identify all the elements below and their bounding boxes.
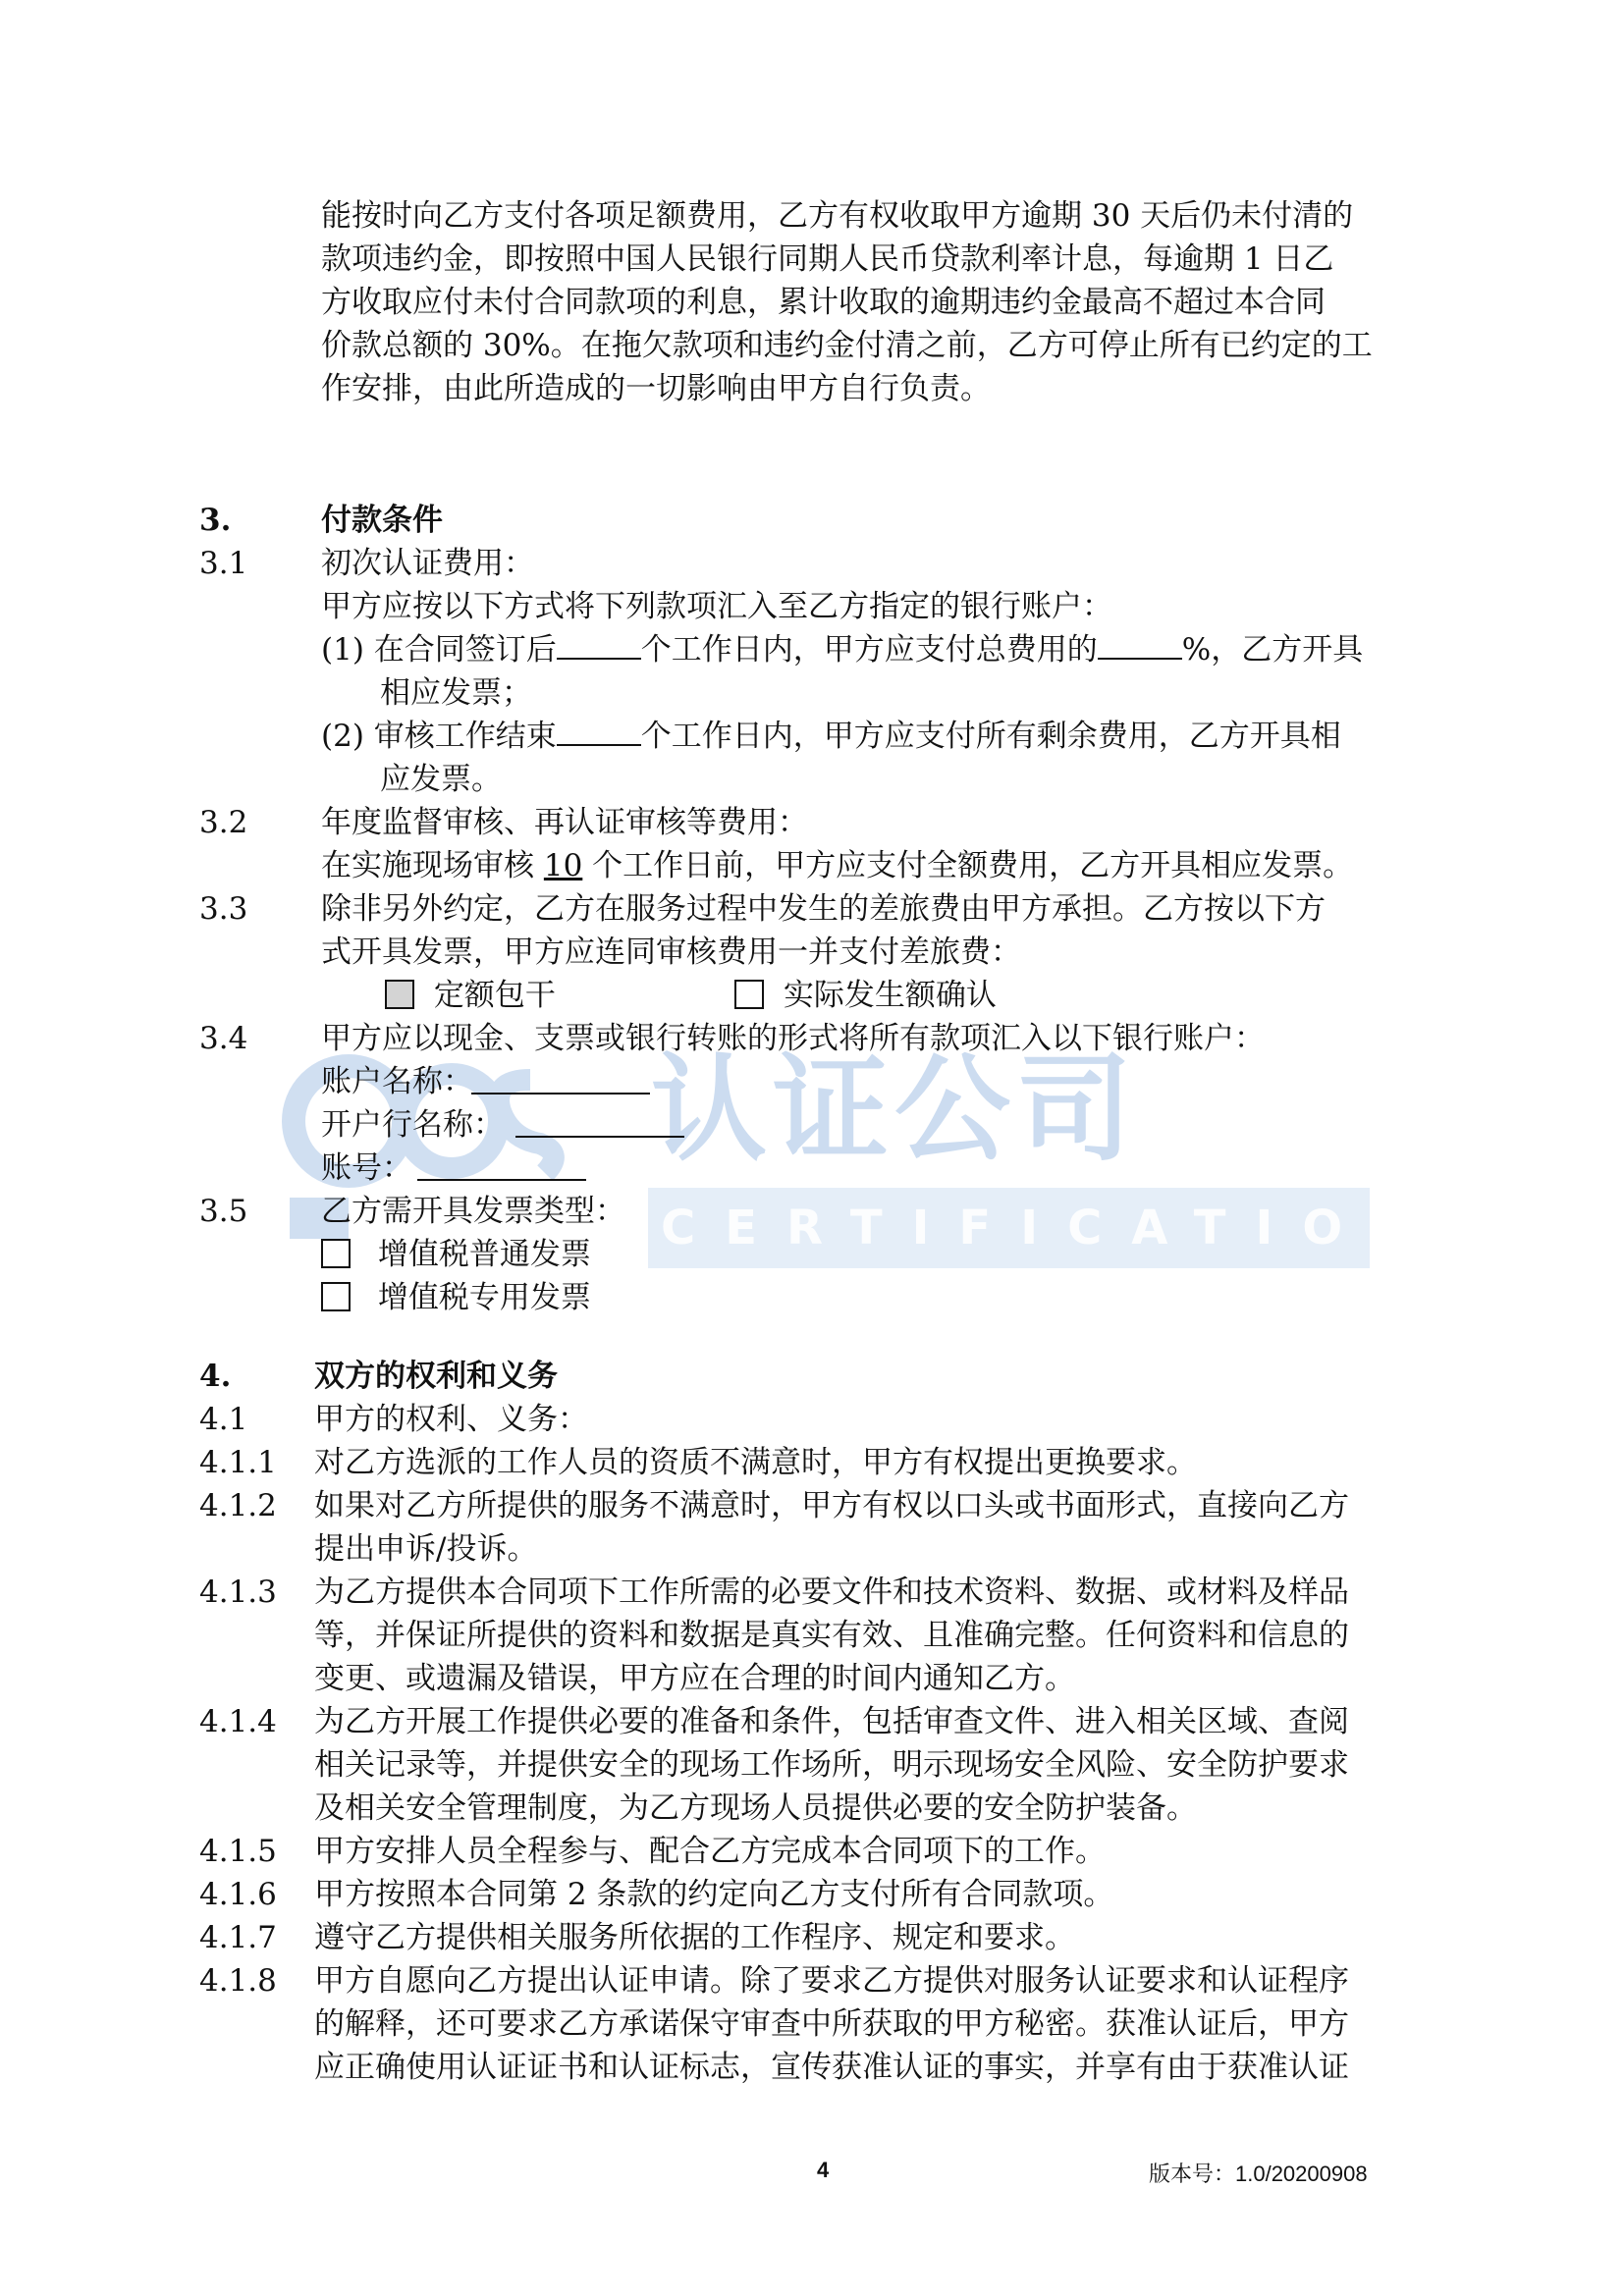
item-text: 如果对乙方所提供的服务不满意时，甲方有权以口头或书面形式，直接向乙方: [314, 1488, 1349, 1523]
travel-option-fixed[interactable]: [385, 974, 556, 1017]
payment-item-text: 个工作日内，甲方应支付总费用的: [640, 632, 1098, 667]
clause-text: [321, 844, 1353, 887]
bank-name-field[interactable]: [515, 1136, 684, 1138]
option-label: 增值税普通发票: [377, 1237, 591, 1272]
option-label: 增值税专用发票: [377, 1280, 591, 1315]
intro-line: 方收取应付未付合同款项的利息，累计收取的逾期违约金最高不超过本合同: [321, 285, 1326, 320]
option-label: 实际发生额确认: [783, 978, 997, 1013]
invoice-option-special[interactable]: [321, 1276, 591, 1319]
intro-line: 价款总额的 30%。在拖欠款项和违约金付清之前，乙方可停止所有已约定的工: [321, 328, 1373, 363]
page-number: 4: [817, 2158, 830, 2182]
clause-text: 甲方应以现金、支票或银行转账的形式将所有款项汇入以下银行账户：: [321, 1021, 1265, 1056]
option-label: 定额包干: [433, 978, 556, 1013]
clause-title: 乙方需开具发票类型：: [321, 1194, 625, 1229]
intro-line: 能按时向乙方支付各项足额费用，乙方有权收取甲方逾期 30 天后仍未付清的: [321, 198, 1354, 234]
section-number: 3.: [199, 503, 232, 538]
item-text: 变更、或遗漏及错误，甲方应在合理的时间内通知乙方。: [314, 1661, 1075, 1696]
clause-text: 除非另外约定，乙方在服务过程中发生的差旅费由甲方承担。乙方按以下方: [321, 891, 1326, 927]
item-text: 应正确使用认证证书和认证标志，宣传获准认证的事实，并享有由于获准认证: [314, 2050, 1349, 2085]
section-title: 付款条件: [321, 503, 443, 538]
percent-blank-field[interactable]: [1098, 630, 1182, 660]
item-number: 4.1.1: [199, 1445, 277, 1480]
account-name-field[interactable]: [471, 1093, 650, 1095]
payment-item-text: (2) 审核工作结束: [321, 719, 557, 754]
account-number-label: 账号：: [321, 1150, 412, 1186]
section-number: 4.: [199, 1359, 232, 1394]
item-text: 甲方按照本合同第 2 条款的约定向乙方支付所有合同款项。: [314, 1877, 1114, 1912]
payment-item-text: %，乙方开具: [1181, 632, 1364, 667]
clause-title: 初次认证费用：: [321, 546, 534, 581]
version-number: 版本号：1.0/20200908: [1149, 2162, 1368, 2186]
payment-item-1: [321, 628, 1363, 671]
bank-name-label: 开户行名称：: [321, 1107, 504, 1143]
days-value: 10: [543, 848, 583, 883]
item-text: 为乙方提供本合同项下工作所需的必要文件和技术资料、数据、或材料及样品: [314, 1575, 1349, 1610]
clause-text: 式开具发票，甲方应连同审核费用一并支付差旅费：: [321, 934, 1021, 970]
clause-title: 年度监督审核、再认证审核等费用：: [321, 805, 808, 840]
item-number: 4.1.3: [199, 1575, 277, 1610]
clause-title: 甲方的权利、义务：: [314, 1402, 588, 1437]
days-blank-field[interactable]: [557, 717, 641, 746]
item-text: 的解释，还可要求乙方承诺保守审查中所获取的甲方秘密。获准认证后，甲方: [314, 2006, 1349, 2042]
item-text: 甲方安排人员全程参与、配合乙方完成本合同项下的工作。: [314, 1834, 1106, 1869]
item-number: 4.1.7: [199, 1920, 277, 1955]
invoice-option-general[interactable]: [321, 1233, 591, 1276]
clause-number: 3.1: [199, 546, 248, 581]
clause-number: 4.1: [199, 1402, 248, 1437]
clause-text-part: 个工作日前，甲方应支付全额费用，乙方开具相应发票。: [582, 848, 1354, 883]
section-title: 双方的权利和义务: [314, 1359, 558, 1394]
account-name-label: 账户名称：: [321, 1064, 473, 1099]
payment-item-text: 相应发票；: [380, 675, 532, 711]
clause-number: 3.5: [199, 1194, 248, 1229]
item-number: 4.1.5: [199, 1834, 277, 1869]
clause-text: 甲方应按以下方式将下列款项汇入至乙方指定的银行账户：: [321, 589, 1112, 624]
clause-number: 3.4: [199, 1021, 248, 1056]
intro-line: 作安排，由此所造成的一切影响由甲方自行负责。: [321, 371, 991, 406]
payment-item-text: 个工作日内，甲方应支付所有剩余费用，乙方开具相: [640, 719, 1341, 754]
watermark-cn-text: 认证公司: [651, 1041, 1139, 1177]
payment-item-text: (1) 在合同签订后: [321, 632, 557, 667]
item-number: 4.1.2: [199, 1488, 277, 1523]
payment-item-text: 应发票。: [380, 762, 502, 797]
payment-item-2: [321, 715, 1341, 758]
item-text: 相关记录等，并提供安全的现场工作场所，明示现场安全风险、安全防护要求: [314, 1747, 1349, 1783]
item-text: 甲方自愿向乙方提出认证申请。除了要求乙方提供对服务认证要求和认证程序: [314, 1963, 1349, 1999]
item-number: 4.1.6: [199, 1877, 277, 1912]
watermark-en-text: CERTIFICATION: [661, 1201, 1441, 1255]
item-text: 等，并保证所提供的资料和数据是真实有效、且准确完整。任何资料和信息的: [314, 1618, 1349, 1653]
checkbox-checked-icon[interactable]: [385, 980, 414, 1009]
item-text: 遵守乙方提供相关服务所依据的工作程序、规定和要求。: [314, 1920, 1075, 1955]
item-text: 对乙方选派的工作人员的资质不满意时，甲方有权提出更换要求。: [314, 1445, 1197, 1480]
checkbox-icon[interactable]: [321, 1282, 351, 1311]
item-text: 及相关安全管理制度，为乙方现场人员提供必要的安全防护装备。: [314, 1790, 1197, 1826]
clause-number: 3.3: [199, 891, 248, 927]
travel-option-actual[interactable]: [734, 974, 997, 1017]
item-number: 4.1.4: [199, 1704, 277, 1739]
checkbox-icon[interactable]: [734, 980, 764, 1009]
days-blank-field[interactable]: [557, 630, 641, 660]
item-text: 为乙方开展工作提供必要的准备和条件，包括审查文件、进入相关区域、查阅: [314, 1704, 1349, 1739]
item-number: 4.1.8: [199, 1963, 277, 1999]
intro-line: 款项违约金，即按照中国人民银行同期人民币贷款利率计息，每逾期 1 日乙: [321, 241, 1334, 277]
clause-text-part: 在实施现场审核: [321, 848, 544, 883]
account-number-field[interactable]: [417, 1179, 586, 1181]
clause-number: 3.2: [199, 805, 248, 840]
item-text: 提出申诉/投诉。: [314, 1531, 538, 1567]
checkbox-icon[interactable]: [321, 1239, 351, 1268]
